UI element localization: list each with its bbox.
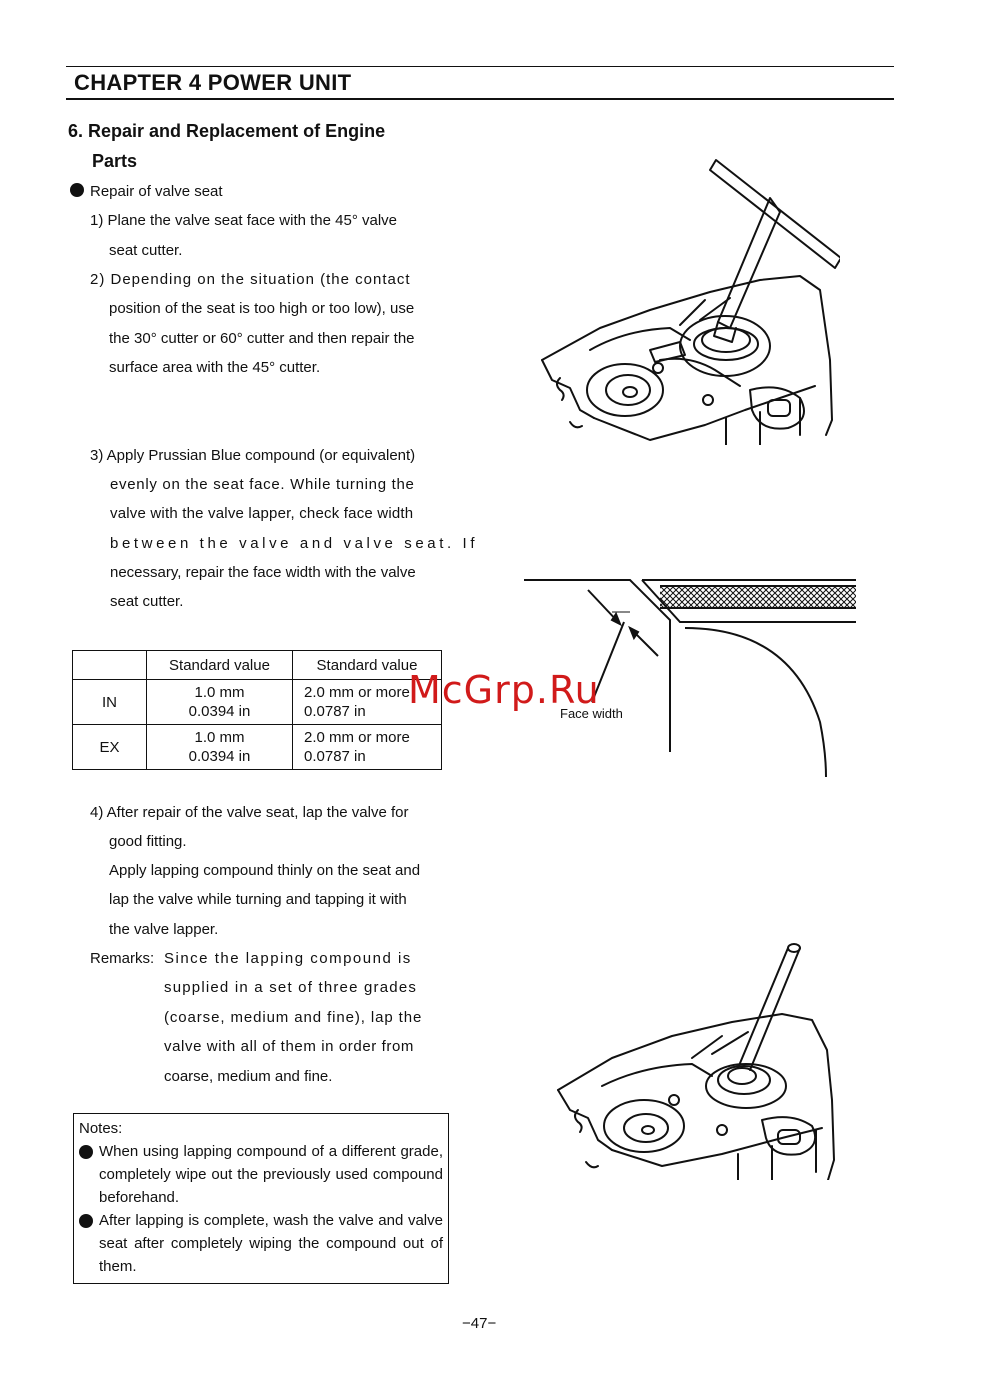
- row-label: EX: [73, 725, 147, 770]
- bullet-text: Repair of valve seat: [90, 183, 223, 200]
- row-label: IN: [73, 680, 147, 725]
- remarks-line3: (coarse, medium and fine), lap the: [164, 1009, 423, 1026]
- watermark: McGrp.Ru: [408, 668, 600, 712]
- step3-line2: evenly on the seat face. While turning the: [110, 476, 415, 493]
- remarks-line4: valve with all of them in order from: [164, 1038, 415, 1055]
- step2-line1: 2) Depending on the situation (the contact: [90, 271, 411, 288]
- remarks-line1: Since the lapping compound is: [164, 950, 412, 967]
- step1-line1: 1) Plane the valve seat face with the 45° valve: [90, 212, 398, 229]
- table-header-cell: Standard value: [293, 651, 442, 680]
- table-header-cell: Standard value: [147, 651, 293, 680]
- cell-value-mm: 1.0 mm: [194, 729, 245, 746]
- step2-line3: the 30° cutter or 60° cutter and then repair the: [109, 330, 415, 347]
- notes-item-text: When using lapping compound of a different grade, completely wipe out the previously used compound beforehand.: [99, 1143, 443, 1206]
- bullet-icon: [79, 1214, 93, 1228]
- remarks-line2: supplied in a set of three grades: [164, 979, 418, 996]
- header-top-rule: [66, 66, 894, 67]
- cell-value-in: 0.0394 in: [188, 748, 251, 765]
- step4-line3: Apply lapping compound thinly on the seat and: [109, 862, 421, 879]
- valve-seat-cutter-illustration: [530, 150, 840, 445]
- valve-lapping-illustration: [552, 940, 852, 1180]
- standard-value-table: [72, 650, 442, 770]
- table-cell: [293, 725, 442, 770]
- section-title-line2: Parts: [92, 151, 138, 171]
- step3-line6: seat cutter.: [110, 593, 184, 610]
- step1-line2: seat cutter.: [109, 242, 183, 259]
- table-cell: [147, 725, 293, 770]
- cell-value-in: 0.0787 in: [304, 748, 366, 765]
- notes-box: [73, 1113, 449, 1284]
- step3-line3: valve with the valve lapper, check face width: [110, 505, 414, 522]
- bullet-icon: [79, 1145, 93, 1159]
- table-cell: [147, 680, 293, 725]
- remarks-line5: coarse, medium and fine.: [164, 1068, 333, 1085]
- notes-title: Notes:: [79, 1120, 123, 1137]
- cell-value-mm: 1.0 mm: [194, 684, 245, 701]
- notes-item-text: After lapping is complete, wash the valve and valve seat after completely wiping the compound out of them.: [99, 1212, 443, 1275]
- cell-value-mm: 2.0 mm or more: [304, 684, 410, 701]
- step2-line4: surface area with the 45° cutter.: [109, 359, 321, 376]
- face-width-label: Face width: [560, 706, 623, 721]
- step4-line1: 4) After repair of the valve seat, lap the valve for: [90, 804, 409, 821]
- step3-line5: necessary, repair the face width with the valve: [110, 564, 416, 581]
- step2-line2: position of the seat is too high or too low), use: [109, 300, 415, 317]
- step4-line5: the valve lapper.: [109, 921, 219, 938]
- step4-line4: lap the valve while turning and tapping it with: [109, 891, 407, 908]
- header-bottom-rule: [66, 98, 894, 100]
- section-title-line1: 6. Repair and Replacement of Engine: [68, 121, 386, 141]
- notes-item: [79, 1140, 443, 1209]
- step3-line4: between the valve and valve seat. If: [110, 535, 479, 552]
- chapter-title: CHAPTER 4 POWER UNIT: [74, 70, 352, 95]
- cell-value-in: 0.0787 in: [304, 703, 366, 720]
- table-header-row: [73, 651, 442, 680]
- step3-line1: 3) Apply Prussian Blue compound (or equivalent): [90, 447, 416, 464]
- table-row: [73, 680, 442, 725]
- cell-value-mm: 2.0 mm or more: [304, 729, 410, 746]
- step4-line2: good fitting.: [109, 833, 187, 850]
- notes-item: [79, 1209, 443, 1278]
- page-number: −47−: [462, 1315, 497, 1332]
- cell-value-in: 0.0394 in: [188, 703, 251, 720]
- table-row: [73, 725, 442, 770]
- bullet-icon: [70, 183, 84, 197]
- table-header-cell: [73, 651, 147, 680]
- section-bullet: [70, 177, 223, 207]
- remarks-label: Remarks:: [90, 950, 155, 967]
